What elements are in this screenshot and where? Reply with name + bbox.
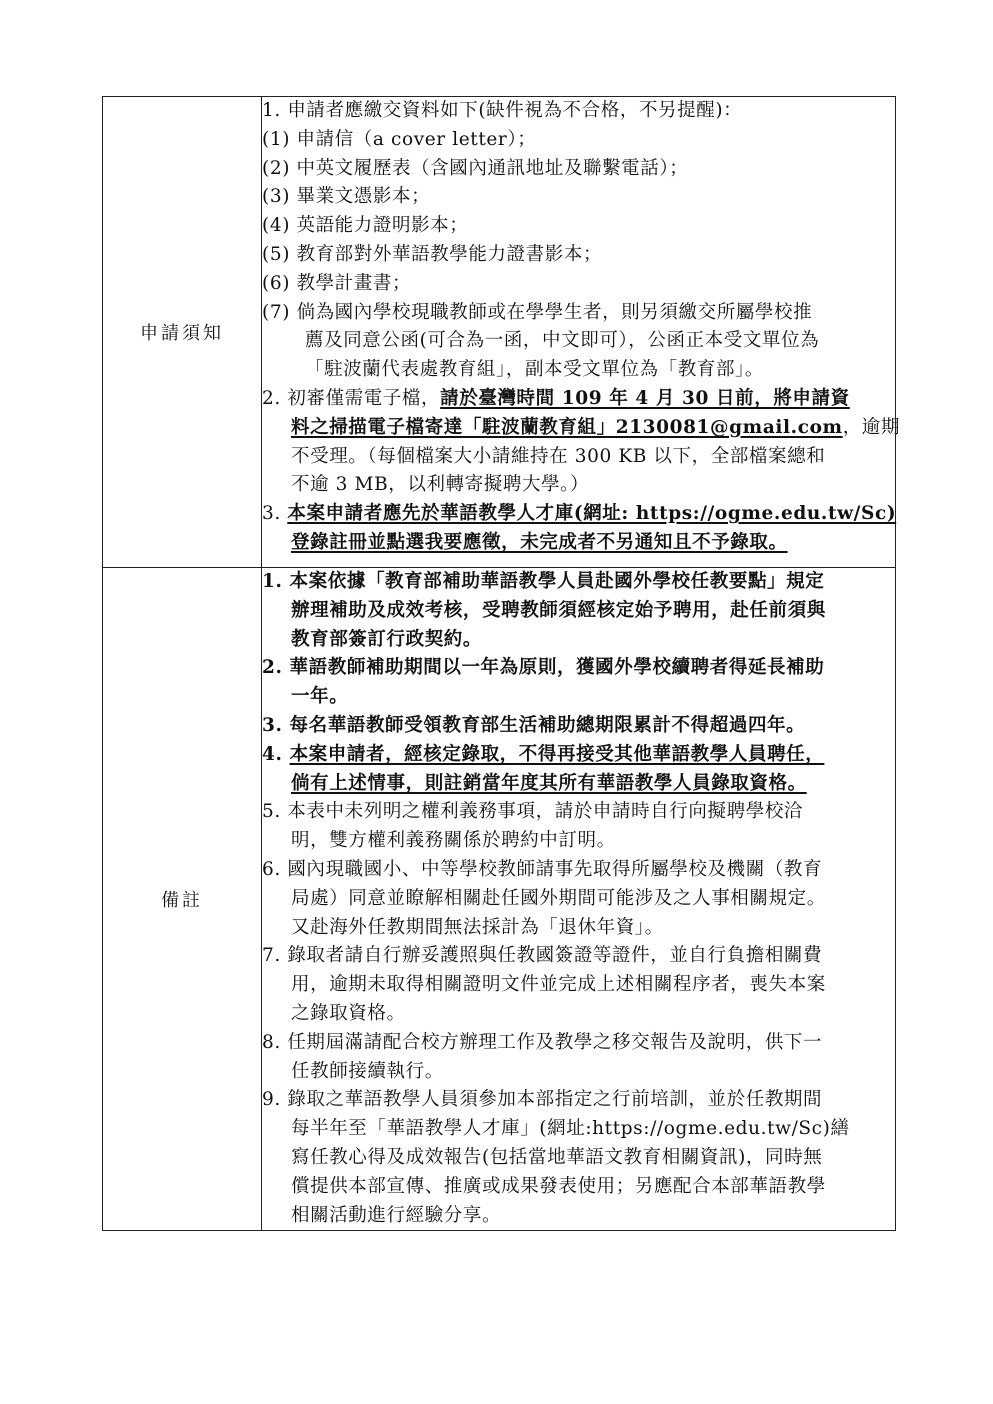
text-segment: 不受理。（每個檔案大小請維持在 300 KB 以下，全部檔案總和 [291, 445, 826, 467]
text-segment: 請於臺灣時間 109 年 4 月 30 日前，將申請資 [440, 387, 850, 409]
text-line [262, 1173, 895, 1202]
text-segment: 寫任教心得及成效報告(包括當地華語文教育相關資訊)，同時無 [291, 1146, 823, 1168]
text-segment: 明，雙方權利義務關係於聘約中訂明。 [291, 830, 616, 852]
text-line [262, 414, 900, 443]
text-segment: 又赴海外任教期間無法採計為「退休年資」。 [291, 916, 664, 938]
application-table [102, 96, 900, 1231]
text-line [262, 1058, 895, 1087]
text-segment: (2) 中英文履歷表（含國內通訊地址及聯繫電話）； [262, 157, 689, 179]
text-line [262, 741, 895, 770]
text-line [262, 97, 895, 126]
text-line [262, 126, 895, 155]
text-line [262, 155, 895, 184]
text-line [262, 827, 895, 856]
text-line [262, 356, 895, 385]
text-line [262, 568, 895, 597]
text-segment: (7) 倘為國內學校現職教師或在學學生者，則另須繳交所屬學校推 [262, 301, 813, 323]
text-segment: 「駐波蘭代表處教育組」，副本受文單位為「教育部」。 [305, 359, 765, 381]
text-segment: 4. [262, 743, 290, 765]
text-segment: 之錄取資格。 [291, 1002, 406, 1024]
text-line [262, 1202, 895, 1231]
text-segment: ，逾期 [842, 416, 900, 438]
table-row [103, 568, 896, 1231]
text-segment: (3) 畢業文憑影本； [262, 186, 431, 208]
text-line [262, 1000, 895, 1029]
text-line [262, 327, 895, 356]
text-line [262, 1144, 895, 1173]
text-line [262, 529, 895, 558]
text-line [262, 885, 895, 914]
text-segment: 9. 錄取之華語教學人員須參加本部指定之行前培訓，並於任教期間 [262, 1089, 823, 1111]
text-segment: 辦理補助及成效考核，受聘教師須經核定始予聘用，赴任前須與 [291, 599, 826, 621]
text-line [262, 241, 895, 270]
text-segment: 3. 每名華語教師受領教育部生活補助總期限累計不得超過四年。 [262, 714, 806, 736]
text-segment: 本案申請者應先於華語教學人才庫(網址: https://ogme.edu.tw/Sc) [287, 503, 897, 525]
text-segment: 2. 初審僅需電子檔， [262, 387, 441, 409]
text-line [262, 770, 895, 799]
text-line [262, 597, 895, 626]
text-line [262, 183, 895, 212]
text-line [262, 712, 895, 741]
text-line [262, 654, 895, 683]
text-segment: 1. 申請者應繳交資料如下(缺件視為不合格，不另提醒)： [262, 100, 743, 121]
text-line [262, 443, 895, 472]
text-segment: 償提供本部宣傳、推廣或成果發表使用；另應配合本部華語教學 [291, 1175, 826, 1197]
text-segment: 6. 國內現職國小、中等學校教師請事先取得所屬學校及機關（教育 [262, 858, 823, 880]
text-segment: (4) 英語能力證明影本； [262, 215, 469, 237]
text-segment: 倘有上述情事，則註銷當年度其所有華語教學人員錄取資格。 [291, 772, 807, 794]
row-label: 備註 [103, 568, 262, 1231]
text-line [262, 856, 895, 885]
text-line [262, 500, 895, 529]
text-segment: 教育部簽訂行政契約。 [291, 628, 483, 650]
text-segment: 1. 本案依據「教育部補助華語教學人員赴國外學校任教要點」規定 [262, 571, 825, 592]
text-segment: 8. 任期屆滿請配合校方辦理工作及教學之移交報告及說明，供下一 [262, 1031, 823, 1053]
text-line [262, 942, 895, 971]
row-content [262, 97, 900, 568]
text-segment: 3. [262, 503, 288, 525]
text-line [262, 385, 895, 414]
text-line [262, 212, 895, 241]
text-segment: 任教師接續執行。 [291, 1060, 444, 1082]
text-segment: 5. 本表中未列明之權利義務事項，請於申請時自行向擬聘學校洽 [262, 801, 804, 823]
table-row [103, 97, 896, 568]
text-segment: 本案申請者，經核定錄取，不得再接受其他華語教學人員聘任， [289, 743, 825, 765]
row-label: 申請須知 [103, 97, 262, 568]
text-segment: 料之掃描電子檔寄達「駐波蘭教育組」2130081@gmail.com [291, 416, 843, 438]
text-segment: 7. 錄取者請自行辦妥護照與任教國簽證等證件，並自行負擔相關費 [262, 945, 823, 967]
text-line [262, 1029, 895, 1058]
text-segment: (5) 教育部對外華語教學能力證書影本； [262, 243, 603, 265]
text-segment: 局處）同意並瞭解相關赴任國外期間可能涉及之人事相關規定。 [291, 887, 826, 909]
text-line [262, 626, 895, 655]
text-line [262, 1086, 895, 1115]
row-content [262, 568, 896, 1231]
text-segment: 每半年至「華語教學人才庫」(網址:https://ogme.edu.tw/Sc)繕 [291, 1118, 850, 1140]
text-line [262, 971, 895, 1000]
text-segment: 2. 華語教師補助期間以一年為原則，獲國外學校續聘者得延長補助 [262, 657, 825, 679]
text-line [262, 914, 895, 943]
text-segment: 一年。 [291, 686, 349, 708]
text-segment: (6) 教學計畫書； [262, 272, 412, 294]
text-line [262, 683, 895, 712]
text-line [262, 798, 895, 827]
text-line [262, 471, 895, 500]
text-segment: 不逾 3 MB，以利轉寄擬聘大學。） [291, 474, 590, 496]
text-segment: 登錄註冊並點選我要應徵，未完成者不另通知且不予錄取。 [291, 531, 788, 553]
text-line [262, 1115, 895, 1144]
text-line [262, 299, 895, 328]
text-segment: 用，逾期未取得相關證明文件並完成上述相關程序者，喪失本案 [291, 974, 826, 996]
text-segment: (1) 申請信（a cover letter）； [262, 128, 537, 150]
text-line [262, 270, 895, 299]
text-segment: 相關活動進行經驗分享。 [291, 1204, 502, 1226]
text-segment: 薦及同意公函(可合為一函，中文即可），公函正本受文單位為 [305, 330, 820, 352]
table-body [103, 97, 900, 1231]
